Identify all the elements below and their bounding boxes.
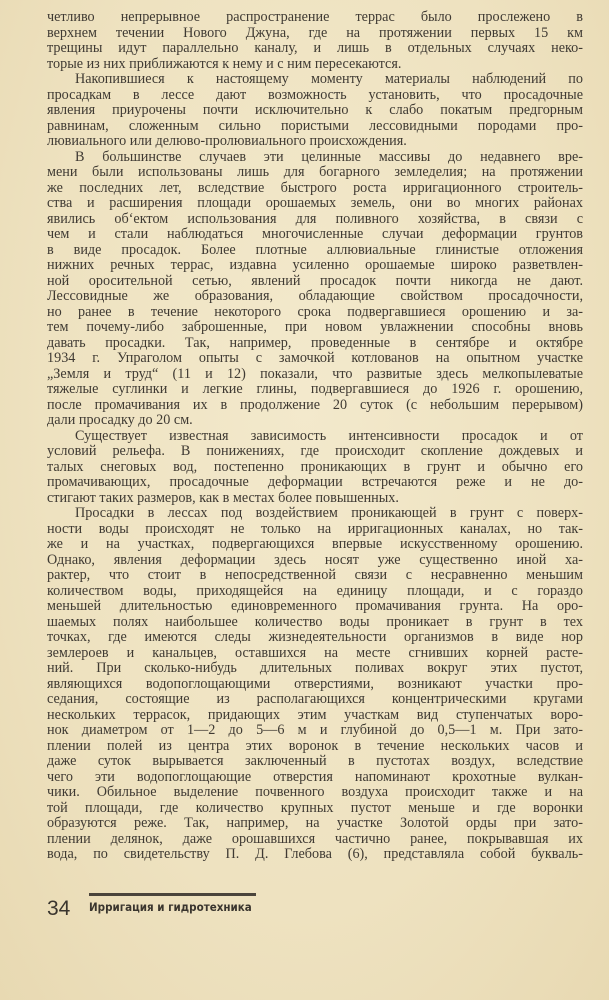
text-line: явления приурочены почти исключительно к слабо покатым предгорным xyxy=(47,103,583,118)
text-line: верхнем течении Нового Джуна, где на протяжении первых 15 км xyxy=(47,25,583,41)
text-line: талых снеговых вод, постепенно проникающих в грунт и обычно его xyxy=(47,459,583,475)
text-line: тем почему-либо заброшенные, при новом увлажнении способны вновь xyxy=(47,320,583,335)
text-line: нижних речных террас, издавна усиленно орошаемые широко разветвлен- xyxy=(47,258,583,273)
text-line: чего эти водопоглощающие отверстия напоминают крохотные вулкан- xyxy=(47,769,583,785)
text-line: образуются реже. Так, например, на участке Золотой орды при зато- xyxy=(47,816,583,831)
text-line: меньшей длительностью единовременного промачивания грунта. На оро- xyxy=(47,599,583,614)
paragraph xyxy=(47,506,583,863)
paragraph xyxy=(47,72,583,150)
text-line: Однако, явления деформации здесь носят уже существенно иной ха- xyxy=(47,552,583,568)
text-line: землероев и канальцев, оставшихся на месте сгнивших корней расте- xyxy=(47,645,583,661)
text-line: Существует известная зависимость интенсивности просадок и от xyxy=(75,428,583,444)
footer-rule xyxy=(89,893,256,896)
text-line: 1934 г. Упраголом опыты с замочкой котлованов на опытном участке xyxy=(47,351,583,366)
text-line: торые из них приближаются к нему и с ним пересекаются. xyxy=(47,56,402,72)
text-line: явились об‘ектом использования для поливного хозяйства, в связи с xyxy=(47,211,583,227)
text-line: ний. При сколько-нибудь длительных поливах вокруг этих пустот, xyxy=(47,661,583,676)
text-line: В большинстве случаев эти целинные массивы до недавнего вре- xyxy=(75,149,583,165)
text-line: количеством воды, приходящейся на единицу площади, и с гораздо xyxy=(47,583,583,599)
text-line: трещины идут параллельно каналу, и лишь в отдельных случаях неко- xyxy=(47,41,583,56)
text-line: чики. Обильное выделение почвенного воздуха происходит также и на xyxy=(47,785,583,800)
text-line: седания, состоящие из располагающихся концентрическими кругами xyxy=(47,692,583,707)
page-body xyxy=(47,10,583,863)
text-line: лювиального или делюво-пролювиального происхождения. xyxy=(47,134,407,149)
text-line: являющихся водопоглощающими отверстиями, возникают участки про- xyxy=(47,676,583,692)
text-line: Просадки в лессах под воздействием проникающей в грунт с поверх- xyxy=(75,506,583,521)
text-line: ности воды происходят не только на ирригационных каналах, но так- xyxy=(47,521,583,537)
text-line: рактер, что стоит в непосредственной связи с несравненно меньшим xyxy=(47,568,583,583)
text-line: плении делянок, даже орошавшихся частично ранее, покрывавшая их xyxy=(47,831,583,847)
text-line: равнинам, сложенным сильно пористыми лессовидными породами про- xyxy=(47,118,583,134)
text-line: дали просадку до 20 см. xyxy=(47,413,193,428)
text-line: даже суток вырывается заключенный в пустотах воздух, вследствие xyxy=(47,754,583,769)
text-line: в виде просадок. Более плотные аллювиальные глинистые отложения xyxy=(47,242,583,258)
text-line: давать просадки. Так, например, проведенные в сентябре и октябре xyxy=(47,335,583,351)
text-line: же и на участках, подвергающихся впервые искусственному орошению. xyxy=(47,537,583,552)
text-line: той площади, где количество крупных пустот меньше и где воронки xyxy=(47,800,583,816)
text-line: стигают таких размеров, как в местах более повышенных. xyxy=(47,490,399,506)
paragraph xyxy=(47,150,583,429)
text-line: промачивающих, просадочные деформации встречаются реже и не до- xyxy=(47,475,583,490)
text-line: шаемых полях наибольшее количество воды проникает в грунт в тех xyxy=(47,614,583,630)
text-line: но ранее в течение некоторого срока подвергавшиеся орошению и за- xyxy=(47,304,583,320)
journal-title: Ирригация и гидротехника xyxy=(89,900,252,914)
text-line: точках, где имеются следы жизнедеятельности организмов в виде нор xyxy=(47,630,583,645)
paragraph xyxy=(47,429,583,507)
text-line: ной оросительной сетью, явлений просадок почти никогда не дают. xyxy=(47,273,583,289)
text-line: нескольких террасок, придающих этим участкам вид ступенчатых воро- xyxy=(47,707,583,723)
text-line: условий рельефа. В понижениях, где происходит скопление дождевых и xyxy=(47,444,583,459)
page-number: 34 xyxy=(47,897,71,920)
text-line: вода, по свидетельству П. Д. Глебова (6), представляла собой букваль- xyxy=(47,847,583,862)
text-line: тяжелые суглинки и легкие глины, подвергавшиеся до 1926 г. орошению, xyxy=(47,382,583,397)
text-line: просадкам в лессе дают возможность установить, что просадочные xyxy=(47,87,583,103)
text-line: после промачивания их в продолжение 20 суток (с небольшим перерывом) xyxy=(47,397,583,413)
text-line: мени были использованы лишь для богарного земледелия; на протяжении xyxy=(47,165,583,180)
text-line: „Земля и труд“ (11 и 12) показали, что развитые здесь мелкопылеватые xyxy=(47,366,583,382)
text-line: ства и расширения площади орошаемых земель, они во многих районах xyxy=(47,196,583,211)
text-line: Накопившиеся к настоящему моменту материалы наблюдений по xyxy=(75,72,583,87)
text-line: плении полей из центра этих воронок в течение нескольких часов и xyxy=(47,738,583,754)
text-line: чем и стали наблюдаться многочисленные случаи деформации грунтов xyxy=(47,227,583,242)
text-line: же последних лет, вследствие быстрого роста ирригационного строитель- xyxy=(47,180,583,196)
paragraph xyxy=(47,10,583,72)
text-line: нок диаметром от 1—2 до 5—6 м и глубиной до 0,5—1 м. При зато- xyxy=(47,723,583,738)
text-line: Лессовидные же образования, обладающие свойством просадочности, xyxy=(47,289,583,304)
text-line: четливо непрерывное распространение террас было прослежено в xyxy=(47,10,583,25)
